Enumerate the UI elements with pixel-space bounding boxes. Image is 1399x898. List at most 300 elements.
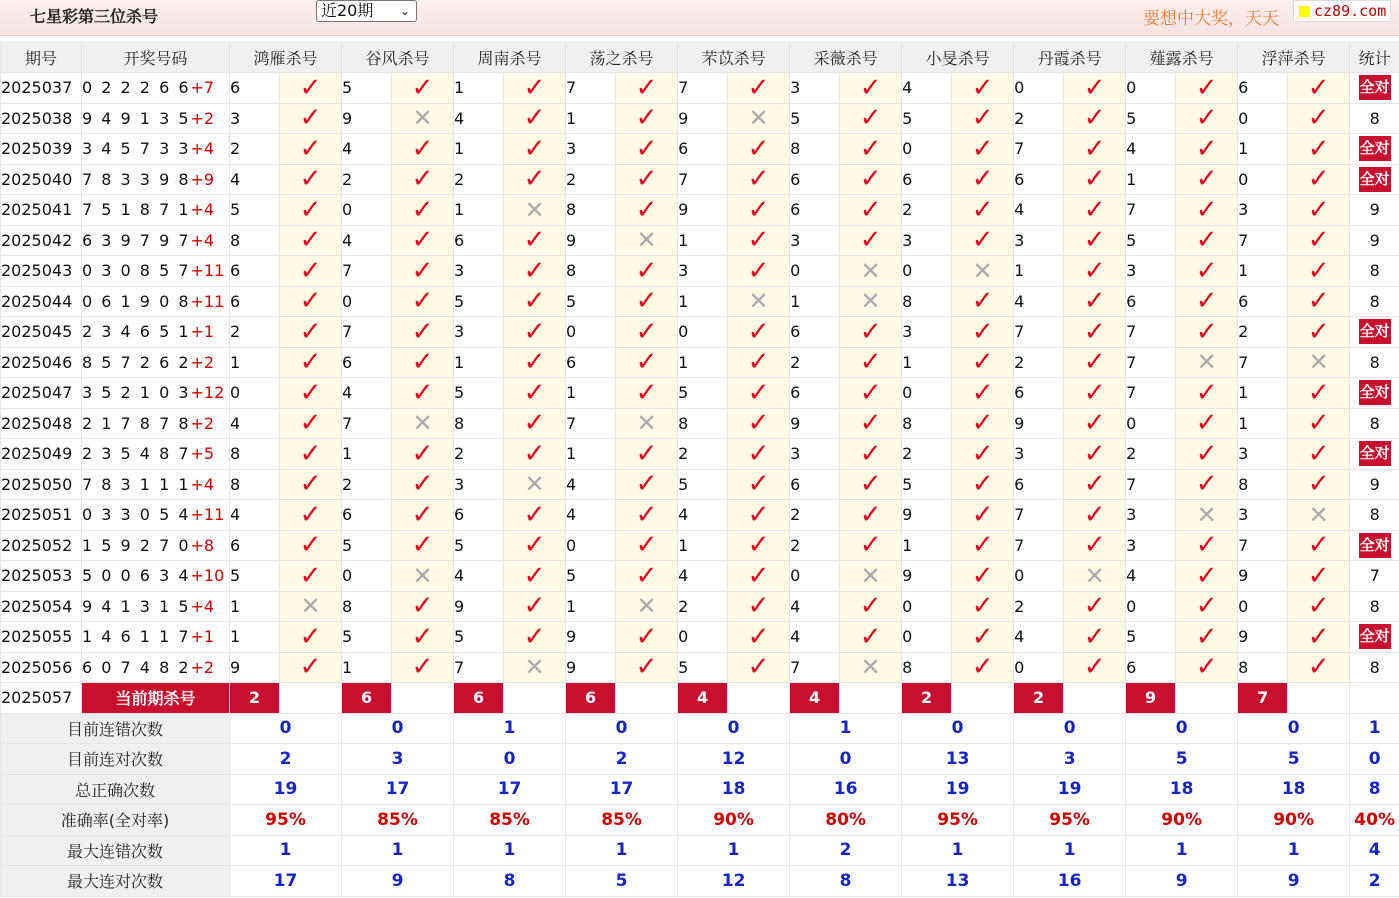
check-icon: ✓ <box>280 195 342 226</box>
check-icon: ✓ <box>1288 73 1350 104</box>
summary-value: 85% <box>342 805 454 836</box>
kill-number-cell: 8 <box>790 134 840 165</box>
draw-numbers-cell <box>82 622 230 653</box>
stat-cell: 8 <box>1350 652 1399 683</box>
draw-digits: 0 3 0 8 5 7 <box>82 261 191 281</box>
blank-cell <box>952 683 1014 714</box>
check-icon: ✓ <box>1288 591 1350 622</box>
cross-icon: ✕ <box>392 561 454 592</box>
check-icon: ✓ <box>1288 378 1350 409</box>
kill-number-cell: 5 <box>230 195 280 226</box>
banner-text: 要想中大奖，天天 <box>1143 9 1279 29</box>
check-icon: ✓ <box>840 500 902 531</box>
kill-number-cell: 3 <box>790 73 840 104</box>
current-kill-number: 4 <box>678 683 728 714</box>
col-expert: 荡之杀号 <box>566 43 678 73</box>
summary-value: 9 <box>342 866 454 897</box>
kill-number-cell: 5 <box>790 103 840 134</box>
check-icon: ✓ <box>280 286 342 317</box>
check-icon: ✓ <box>1176 134 1238 165</box>
draw-bonus: +4 <box>190 139 215 159</box>
kill-number-cell: 7 <box>1238 347 1288 378</box>
kill-number-cell: 1 <box>678 347 728 378</box>
kill-number-cell: 1 <box>790 286 840 317</box>
summary-value: 19 <box>902 774 1014 805</box>
check-icon: ✓ <box>616 500 678 531</box>
blank-cell <box>1288 683 1350 714</box>
draw-bonus: +2 <box>190 657 215 677</box>
stat-cell <box>1350 134 1399 165</box>
check-icon: ✓ <box>1288 408 1350 439</box>
draw-numbers-cell <box>82 347 230 378</box>
draw-bonus: +11 <box>190 291 225 311</box>
all-correct-badge: 全对 <box>1359 533 1391 558</box>
draw-digits: 5 0 0 6 3 4 <box>82 566 191 586</box>
kill-number-cell: 1 <box>902 347 952 378</box>
draw-bonus: +4 <box>190 230 215 250</box>
summary-stat: 4 <box>1350 835 1399 866</box>
cross-icon: ✕ <box>728 103 790 134</box>
check-icon: ✓ <box>392 530 454 561</box>
site-logo[interactable] <box>1293 0 1391 22</box>
draw-numbers-cell <box>82 469 230 500</box>
cross-icon: ✕ <box>728 286 790 317</box>
summary-value: 90% <box>678 805 790 836</box>
table-row <box>1 317 1399 348</box>
kill-number-cell: 1 <box>1238 256 1288 287</box>
check-icon: ✓ <box>1064 439 1126 470</box>
kill-number-cell: 7 <box>678 73 728 104</box>
summary-value: 5 <box>1126 744 1238 775</box>
draw-bonus: +12 <box>190 383 225 403</box>
summary-label: 总正确次数 <box>1 774 230 805</box>
check-icon: ✓ <box>728 347 790 378</box>
check-icon: ✓ <box>1064 500 1126 531</box>
check-icon: ✓ <box>1064 73 1126 104</box>
check-icon: ✓ <box>504 530 566 561</box>
stat-cell <box>1350 317 1399 348</box>
check-icon: ✓ <box>840 530 902 561</box>
current-kill-number: 6 <box>566 683 616 714</box>
blank-cell <box>1064 683 1126 714</box>
kill-number-cell: 2 <box>230 317 280 348</box>
check-icon: ✓ <box>952 134 1014 165</box>
draw-bonus: +4 <box>190 200 215 220</box>
check-icon: ✓ <box>504 561 566 592</box>
check-icon: ✓ <box>392 622 454 653</box>
summary-row <box>1 805 1399 836</box>
stat-cell: 9 <box>1350 195 1399 226</box>
draw-bonus: +7 <box>190 78 215 98</box>
kill-number-cell: 8 <box>342 591 392 622</box>
summary-label: 最大连错次数 <box>1 835 230 866</box>
check-icon: ✓ <box>840 378 902 409</box>
blank-cell <box>728 683 790 714</box>
check-icon: ✓ <box>280 622 342 653</box>
summary-value: 18 <box>1238 774 1350 805</box>
kill-number-cell: 0 <box>230 378 280 409</box>
period-cell: 2025049 <box>1 439 82 470</box>
kill-number-cell: 8 <box>1238 652 1288 683</box>
check-icon: ✓ <box>728 378 790 409</box>
cross-icon: ✕ <box>840 256 902 287</box>
kill-number-cell: 2 <box>790 347 840 378</box>
draw-digits: 9 4 9 1 3 5 <box>82 108 191 128</box>
stat-cell <box>1350 530 1399 561</box>
kill-number-cell: 7 <box>1126 317 1176 348</box>
kill-number-cell: 4 <box>1014 286 1064 317</box>
kill-number-cell: 2 <box>902 439 952 470</box>
draw-digits: 7 8 3 3 9 8 <box>82 169 191 189</box>
kill-number-cell: 6 <box>1014 469 1064 500</box>
check-icon: ✓ <box>728 469 790 500</box>
summary-value: 1 <box>454 713 566 744</box>
kill-number-cell: 6 <box>902 164 952 195</box>
kill-number-cell: 4 <box>1126 134 1176 165</box>
kill-number-cell: 5 <box>566 561 616 592</box>
kill-number-cell: 5 <box>678 378 728 409</box>
kill-number-cell: 9 <box>902 561 952 592</box>
cross-icon: ✕ <box>1176 500 1238 531</box>
draw-numbers-cell <box>82 378 230 409</box>
period-select[interactable] <box>316 0 417 22</box>
draw-digits: 2 3 5 4 8 7 <box>82 444 191 464</box>
kill-number-cell: 6 <box>790 469 840 500</box>
check-icon: ✓ <box>392 134 454 165</box>
check-icon: ✓ <box>616 347 678 378</box>
check-icon: ✓ <box>280 317 342 348</box>
all-correct-badge: 全对 <box>1359 136 1391 161</box>
summary-value: 1 <box>454 835 566 866</box>
draw-digits: 8 5 7 2 6 2 <box>82 352 191 372</box>
check-icon: ✓ <box>1288 622 1350 653</box>
kill-number-cell: 0 <box>678 317 728 348</box>
kill-number-cell: 7 <box>342 408 392 439</box>
col-draw: 开奖号码 <box>82 43 230 73</box>
draw-digits: 0 3 3 0 5 4 <box>82 505 191 525</box>
kill-number-cell: 6 <box>230 286 280 317</box>
kill-number-cell: 4 <box>454 103 504 134</box>
check-icon: ✓ <box>1064 469 1126 500</box>
check-icon: ✓ <box>952 561 1014 592</box>
current-kill-number: 2 <box>1014 683 1064 714</box>
kill-number-cell: 1 <box>454 347 504 378</box>
check-icon: ✓ <box>280 469 342 500</box>
kill-number-cell: 9 <box>678 103 728 134</box>
kill-number-cell: 2 <box>1014 591 1064 622</box>
draw-bonus: +9 <box>190 169 215 189</box>
check-icon: ✓ <box>952 652 1014 683</box>
check-icon: ✓ <box>1064 256 1126 287</box>
stat-cell: 9 <box>1350 469 1399 500</box>
kill-number-cell: 4 <box>230 164 280 195</box>
kill-number-cell: 4 <box>230 408 280 439</box>
check-icon: ✓ <box>1176 286 1238 317</box>
kill-number-cell: 0 <box>1238 591 1288 622</box>
kill-number-cell: 4 <box>230 500 280 531</box>
draw-numbers-cell <box>82 439 230 470</box>
draw-bonus: +1 <box>190 627 215 647</box>
summary-stat: 2 <box>1350 866 1399 897</box>
col-expert: 浮萍杀号 <box>1238 43 1350 73</box>
check-icon: ✓ <box>1288 439 1350 470</box>
kill-number-cell: 4 <box>902 73 952 104</box>
kill-number-cell: 6 <box>342 347 392 378</box>
check-icon: ✓ <box>616 439 678 470</box>
check-icon: ✓ <box>504 286 566 317</box>
kill-number-cell: 4 <box>678 500 728 531</box>
kill-number-cell: 5 <box>902 103 952 134</box>
blank-cell <box>616 683 678 714</box>
kill-number-cell: 1 <box>454 195 504 226</box>
check-icon: ✓ <box>280 347 342 378</box>
kill-number-cell: 8 <box>678 408 728 439</box>
current-period-row <box>1 683 1399 714</box>
period-cell: 2025044 <box>1 286 82 317</box>
kill-number-cell: 7 <box>1014 530 1064 561</box>
kill-number-cell: 6 <box>454 225 504 256</box>
table-row <box>1 134 1399 165</box>
check-icon: ✓ <box>392 286 454 317</box>
kill-number-cell: 4 <box>790 591 840 622</box>
summary-value: 16 <box>1014 866 1126 897</box>
check-icon: ✓ <box>1064 347 1126 378</box>
kill-number-cell: 2 <box>230 134 280 165</box>
check-icon: ✓ <box>952 530 1014 561</box>
summary-value: 12 <box>678 744 790 775</box>
check-icon: ✓ <box>504 103 566 134</box>
period-cell: 2025041 <box>1 195 82 226</box>
summary-value: 0 <box>566 713 678 744</box>
all-correct-badge: 全对 <box>1359 624 1391 649</box>
draw-digits: 0 6 1 9 0 8 <box>82 291 191 311</box>
kill-number-cell: 1 <box>1014 256 1064 287</box>
check-icon: ✓ <box>280 164 342 195</box>
kill-number-cell: 1 <box>342 439 392 470</box>
kill-number-cell: 7 <box>1126 347 1176 378</box>
kill-number-cell: 0 <box>1238 164 1288 195</box>
kill-number-cell: 8 <box>566 195 616 226</box>
check-icon: ✓ <box>840 317 902 348</box>
kill-number-cell: 2 <box>342 469 392 500</box>
draw-numbers-cell <box>82 73 230 104</box>
page-title: 七星彩第三位杀号 <box>30 7 159 26</box>
check-icon: ✓ <box>392 225 454 256</box>
kill-number-cell: 0 <box>902 134 952 165</box>
kill-number-cell: 1 <box>1238 378 1288 409</box>
draw-numbers-cell <box>82 195 230 226</box>
kill-number-cell: 6 <box>1126 286 1176 317</box>
kill-number-cell: 9 <box>566 652 616 683</box>
table-row <box>1 73 1399 104</box>
period-cell: 2025050 <box>1 469 82 500</box>
check-icon: ✓ <box>728 164 790 195</box>
draw-numbers-cell <box>82 134 230 165</box>
stat-cell <box>1350 378 1399 409</box>
draw-numbers-cell <box>82 500 230 531</box>
cross-icon: ✕ <box>392 408 454 439</box>
kill-number-cell: 0 <box>342 561 392 592</box>
check-icon: ✓ <box>616 286 678 317</box>
cross-icon: ✕ <box>504 195 566 226</box>
summary-label: 准确率(全对率) <box>1 805 230 836</box>
kill-number-cell: 8 <box>230 225 280 256</box>
kill-number-cell: 7 <box>1014 134 1064 165</box>
check-icon: ✓ <box>1176 317 1238 348</box>
blank-cell <box>280 683 342 714</box>
summary-value: 90% <box>1126 805 1238 836</box>
check-icon: ✓ <box>728 530 790 561</box>
period-cell: 2025055 <box>1 622 82 653</box>
kill-number-cell: 5 <box>1126 622 1176 653</box>
blank-cell <box>1176 683 1238 714</box>
cross-icon: ✕ <box>840 561 902 592</box>
summary-value: 17 <box>566 774 678 805</box>
period-cell: 2025038 <box>1 103 82 134</box>
check-icon: ✓ <box>1288 286 1350 317</box>
kill-number-cell: 7 <box>342 256 392 287</box>
kill-number-cell: 4 <box>566 500 616 531</box>
summary-value: 18 <box>678 774 790 805</box>
check-icon: ✓ <box>952 500 1014 531</box>
summary-value: 1 <box>1238 835 1350 866</box>
kill-number-cell: 7 <box>1126 378 1176 409</box>
kill-number-cell: 9 <box>790 408 840 439</box>
check-icon: ✓ <box>504 317 566 348</box>
kill-number-cell: 7 <box>678 164 728 195</box>
kill-number-cell: 6 <box>790 317 840 348</box>
period-cell: 2025046 <box>1 347 82 378</box>
kill-number-cell: 4 <box>342 225 392 256</box>
check-icon: ✓ <box>280 500 342 531</box>
kill-number-cell: 3 <box>790 225 840 256</box>
check-icon: ✓ <box>1064 408 1126 439</box>
kill-number-cell: 1 <box>230 347 280 378</box>
summary-value: 18 <box>1126 774 1238 805</box>
kill-number-cell: 5 <box>454 530 504 561</box>
kill-number-cell: 6 <box>454 500 504 531</box>
check-icon: ✓ <box>616 73 678 104</box>
check-icon: ✓ <box>280 134 342 165</box>
summary-value: 17 <box>342 774 454 805</box>
cross-icon: ✕ <box>616 591 678 622</box>
kill-number-cell: 1 <box>678 225 728 256</box>
kill-number-cell: 6 <box>230 73 280 104</box>
check-icon: ✓ <box>392 73 454 104</box>
summary-value: 17 <box>230 866 342 897</box>
check-icon: ✓ <box>616 256 678 287</box>
period-cell: 2025043 <box>1 256 82 287</box>
summary-value: 95% <box>902 805 1014 836</box>
draw-numbers-cell <box>82 256 230 287</box>
summary-value: 1 <box>1014 835 1126 866</box>
kill-number-cell: 7 <box>1014 317 1064 348</box>
check-icon: ✓ <box>728 73 790 104</box>
cross-icon: ✕ <box>504 469 566 500</box>
summary-row <box>1 774 1399 805</box>
summary-value: 0 <box>1126 713 1238 744</box>
cross-icon: ✕ <box>840 286 902 317</box>
check-icon: ✓ <box>1288 530 1350 561</box>
kill-number-cell: 0 <box>1238 103 1288 134</box>
kill-number-cell: 9 <box>1238 622 1288 653</box>
kill-number-cell: 1 <box>230 591 280 622</box>
check-icon: ✓ <box>280 561 342 592</box>
draw-digits: 0 2 2 2 6 6 <box>82 78 191 98</box>
summary-value: 0 <box>1238 713 1350 744</box>
kill-number-cell: 1 <box>1238 134 1288 165</box>
blank-cell <box>504 683 566 714</box>
kill-number-cell: 0 <box>1014 652 1064 683</box>
summary-value: 3 <box>1014 744 1126 775</box>
table-row <box>1 256 1399 287</box>
check-icon: ✓ <box>280 256 342 287</box>
check-icon: ✓ <box>616 164 678 195</box>
check-icon: ✓ <box>1288 134 1350 165</box>
summary-value: 1 <box>902 835 1014 866</box>
summary-value: 85% <box>566 805 678 836</box>
check-icon: ✓ <box>1176 591 1238 622</box>
check-icon: ✓ <box>1064 134 1126 165</box>
kill-number-cell: 4 <box>790 622 840 653</box>
blank-cell <box>1350 683 1399 714</box>
check-icon: ✓ <box>952 195 1014 226</box>
check-icon: ✓ <box>952 622 1014 653</box>
all-correct-badge: 全对 <box>1359 441 1391 466</box>
draw-bonus: +5 <box>190 444 215 464</box>
cross-icon: ✕ <box>616 225 678 256</box>
check-icon: ✓ <box>504 164 566 195</box>
kill-number-cell: 1 <box>678 286 728 317</box>
all-correct-badge: 全对 <box>1359 167 1391 192</box>
summary-value: 0 <box>230 713 342 744</box>
check-icon: ✓ <box>1064 317 1126 348</box>
summary-value: 95% <box>1014 805 1126 836</box>
check-icon: ✓ <box>728 561 790 592</box>
kill-number-cell: 8 <box>230 469 280 500</box>
draw-bonus: +2 <box>190 413 215 433</box>
period-cell: 2025056 <box>1 652 82 683</box>
check-icon: ✓ <box>1176 378 1238 409</box>
kill-number-cell: 3 <box>454 256 504 287</box>
kill-number-cell: 7 <box>454 652 504 683</box>
draw-digits: 7 8 3 1 1 1 <box>82 474 191 494</box>
kill-number-cell: 4 <box>1014 622 1064 653</box>
period-cell: 2025047 <box>1 378 82 409</box>
cross-icon: ✕ <box>280 591 342 622</box>
check-icon: ✓ <box>1176 256 1238 287</box>
table-row <box>1 591 1399 622</box>
kill-number-cell: 4 <box>566 469 616 500</box>
kill-number-table <box>0 42 1399 897</box>
kill-number-cell: 0 <box>566 317 616 348</box>
check-icon: ✓ <box>392 652 454 683</box>
draw-digits: 1 4 6 1 1 7 <box>82 627 191 647</box>
period-cell: 2025045 <box>1 317 82 348</box>
col-expert: 周南杀号 <box>454 43 566 73</box>
table-row <box>1 500 1399 531</box>
check-icon: ✓ <box>280 408 342 439</box>
stat-cell: 8 <box>1350 347 1399 378</box>
kill-number-cell: 2 <box>1014 347 1064 378</box>
kill-number-cell: 7 <box>1126 195 1176 226</box>
summary-value: 19 <box>230 774 342 805</box>
draw-numbers-cell <box>82 652 230 683</box>
kill-number-cell: 1 <box>342 652 392 683</box>
kill-number-cell: 3 <box>454 317 504 348</box>
kill-number-cell: 0 <box>902 378 952 409</box>
stat-cell: 8 <box>1350 256 1399 287</box>
